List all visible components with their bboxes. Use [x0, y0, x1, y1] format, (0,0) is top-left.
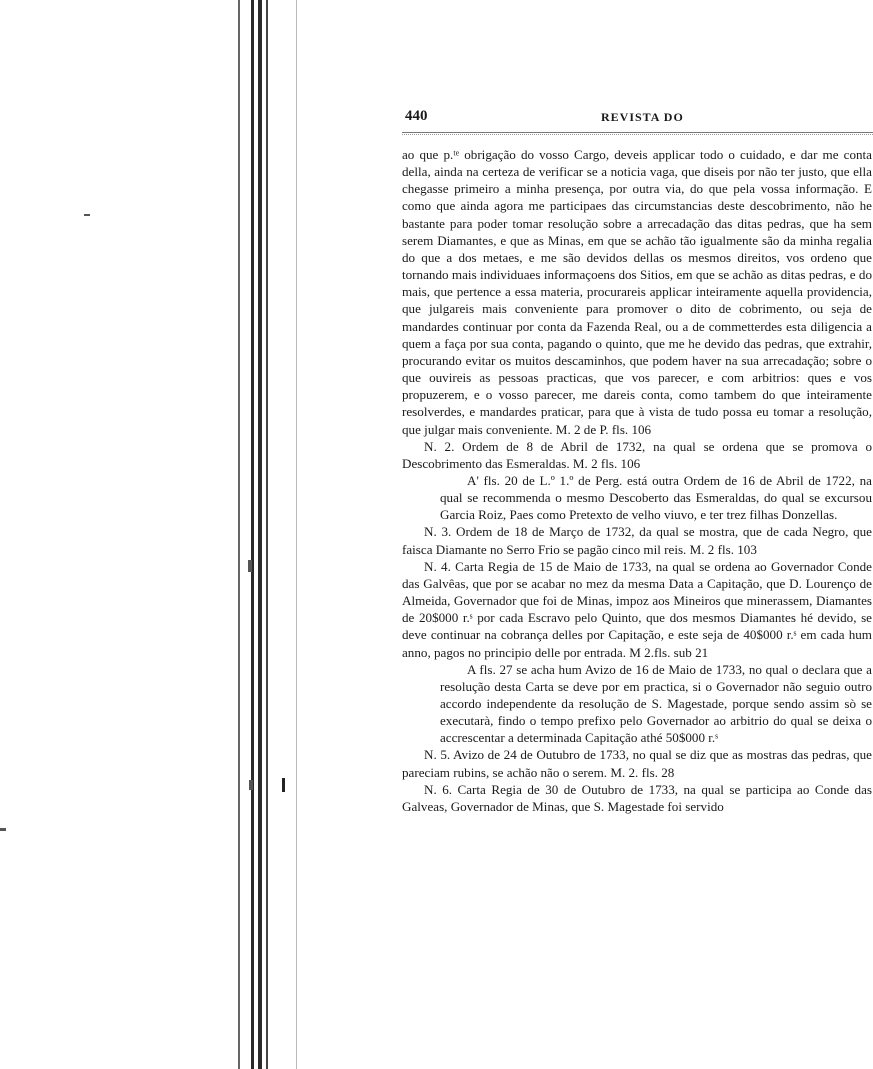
paragraph: ao que p.ᵗᵉ obrigação do vosso Cargo, deveis applicar todo o cuidado, e dar me conta della, ainda na certeza de verificar se a noticia vaga, que diseis por não ter justo, que ella chegasse primeiro a minha presença, por outra via, do que pela vossa informação. E como que ainda agora me participaes das circumstancias deste descobrimento, não he bastante para poder tomar resolução sobre a arrecadação das ditas pedras, que ha sem serem Diamantes, e que as Minas, em que se achão tão igualmente são da minha regalia do que a dos metaes, e me são devidos dellas os mesmos direitos, vos ordeno que tornando mais individuaes informaçoens dos Sitios, em que se achão as ditas pedras, e do mais, que pertence a essa materia, procurareis applicar inteiramente aquella providencia, que julgareis mais conveniente para promover o dito de cobrimento, ou seja de mandardes continuar por conta da Fazenda Real, ou a de commetterdes esta diligencia a quem a faça por sua conta, pagando o quinto, que me he devido das pedras, que extrahir, procurando evitar os muitos descaminhos, que podem haver na sua arrecadação; sobre o que ouvireis as pessoas practicas, que vos parecer, e com arbitrios: ques e vos propuzerem, e o vosso parecer, me dareis conta, como tambem do que inteiramente resolverdes, e mandardes praticar, para que à vista de tudo possa eu tomar a resolução, que julgar mais conveniente. M. 2 de P. fls. 106 [402, 147, 872, 437]
speck-mark [0, 828, 6, 831]
speck-mark [249, 780, 253, 790]
binding-gutter [0, 0, 300, 1069]
paragraph: N. 2. Ordem de 8 de Abril de 1732, na qual se ordena que se promova o Descobrimento das Esmeraldas. M. 2 fls. 106 [402, 438, 872, 471]
binding-line [296, 0, 297, 1069]
binding-line [258, 0, 262, 1069]
paragraph: N. 6. Carta Regia de 30 de Outubro de 1733, na qual se participa ao Conde das Galveas, Governador de Minas, que S. Magestade foi servido [402, 781, 872, 814]
paragraph: N. 3. Ordem de 18 de Março de 1732, da qual se mostra, que de cada Negro, que faisca Diamante no Serro Frio se pagão cinco mil reis. M. 2 fls. 103 [402, 524, 872, 557]
speck-mark [282, 778, 285, 792]
header-rule-dotted [402, 134, 873, 135]
quoted-note: A' fls. 20 de L.º 1.º de Perg. está outra Ordem de 16 de Abril de 1722, na qual se recommenda o mesmo Descoberto das Esmeraldas, do qual se excursou Garcia Roiz, Paes como Pretexto de velho viuvo, e ter trez filhas Donzellas. [440, 472, 872, 523]
page-number: 440 [405, 108, 428, 124]
paragraph: N. 4. Carta Regia de 15 de Maio de 1733, na qual se ordena ao Governador Conde das Galvêas, que por se acabar no mez da mesma Data a Capitação, que D. Lourenço de Almeida, Governador que foi de Minas, impoz aos Mineiros que minerassem, Diamantes de 20$000 r.ˢ por cada Escravo pelo Quinto, que dos mesmos Diamantes hé devido, se deve continuar na cobrança delles por Capitação, e este seja de 40$000 r.ˢ em cada hum anno, pagos no principio delle por entrada. M 2.fls. sub 21 [402, 558, 872, 660]
binding-line [251, 0, 254, 1069]
speck-mark [84, 214, 90, 216]
header-rule [402, 132, 873, 133]
binding-line [238, 0, 240, 1069]
page-header [405, 108, 873, 128]
speck-mark [248, 560, 252, 572]
binding-line [266, 0, 268, 1069]
quoted-note: A fls. 27 se acha hum Avizo de 16 de Maio de 1733, no qual o declara que a resolução desta Carta se deve por em practica, si o Governador não seguio outro accordo independente da resolução de S. Magestade, porque sendo assim sò se executarà, findo o tempo prefixo pelo Governador ao arbitrio do qual se deixa o accrescentar a determinada Capitação athé 50$000 r.ˢ [440, 661, 872, 746]
body-text [402, 146, 872, 815]
running-head: REVISTA DO [601, 110, 684, 124]
paragraph: N. 5. Avizo de 24 de Outubro de 1733, no qual se diz que as mostras das pedras, que pareciam rubins, se achão não o serem. M. 2. fls. 28 [402, 747, 872, 780]
